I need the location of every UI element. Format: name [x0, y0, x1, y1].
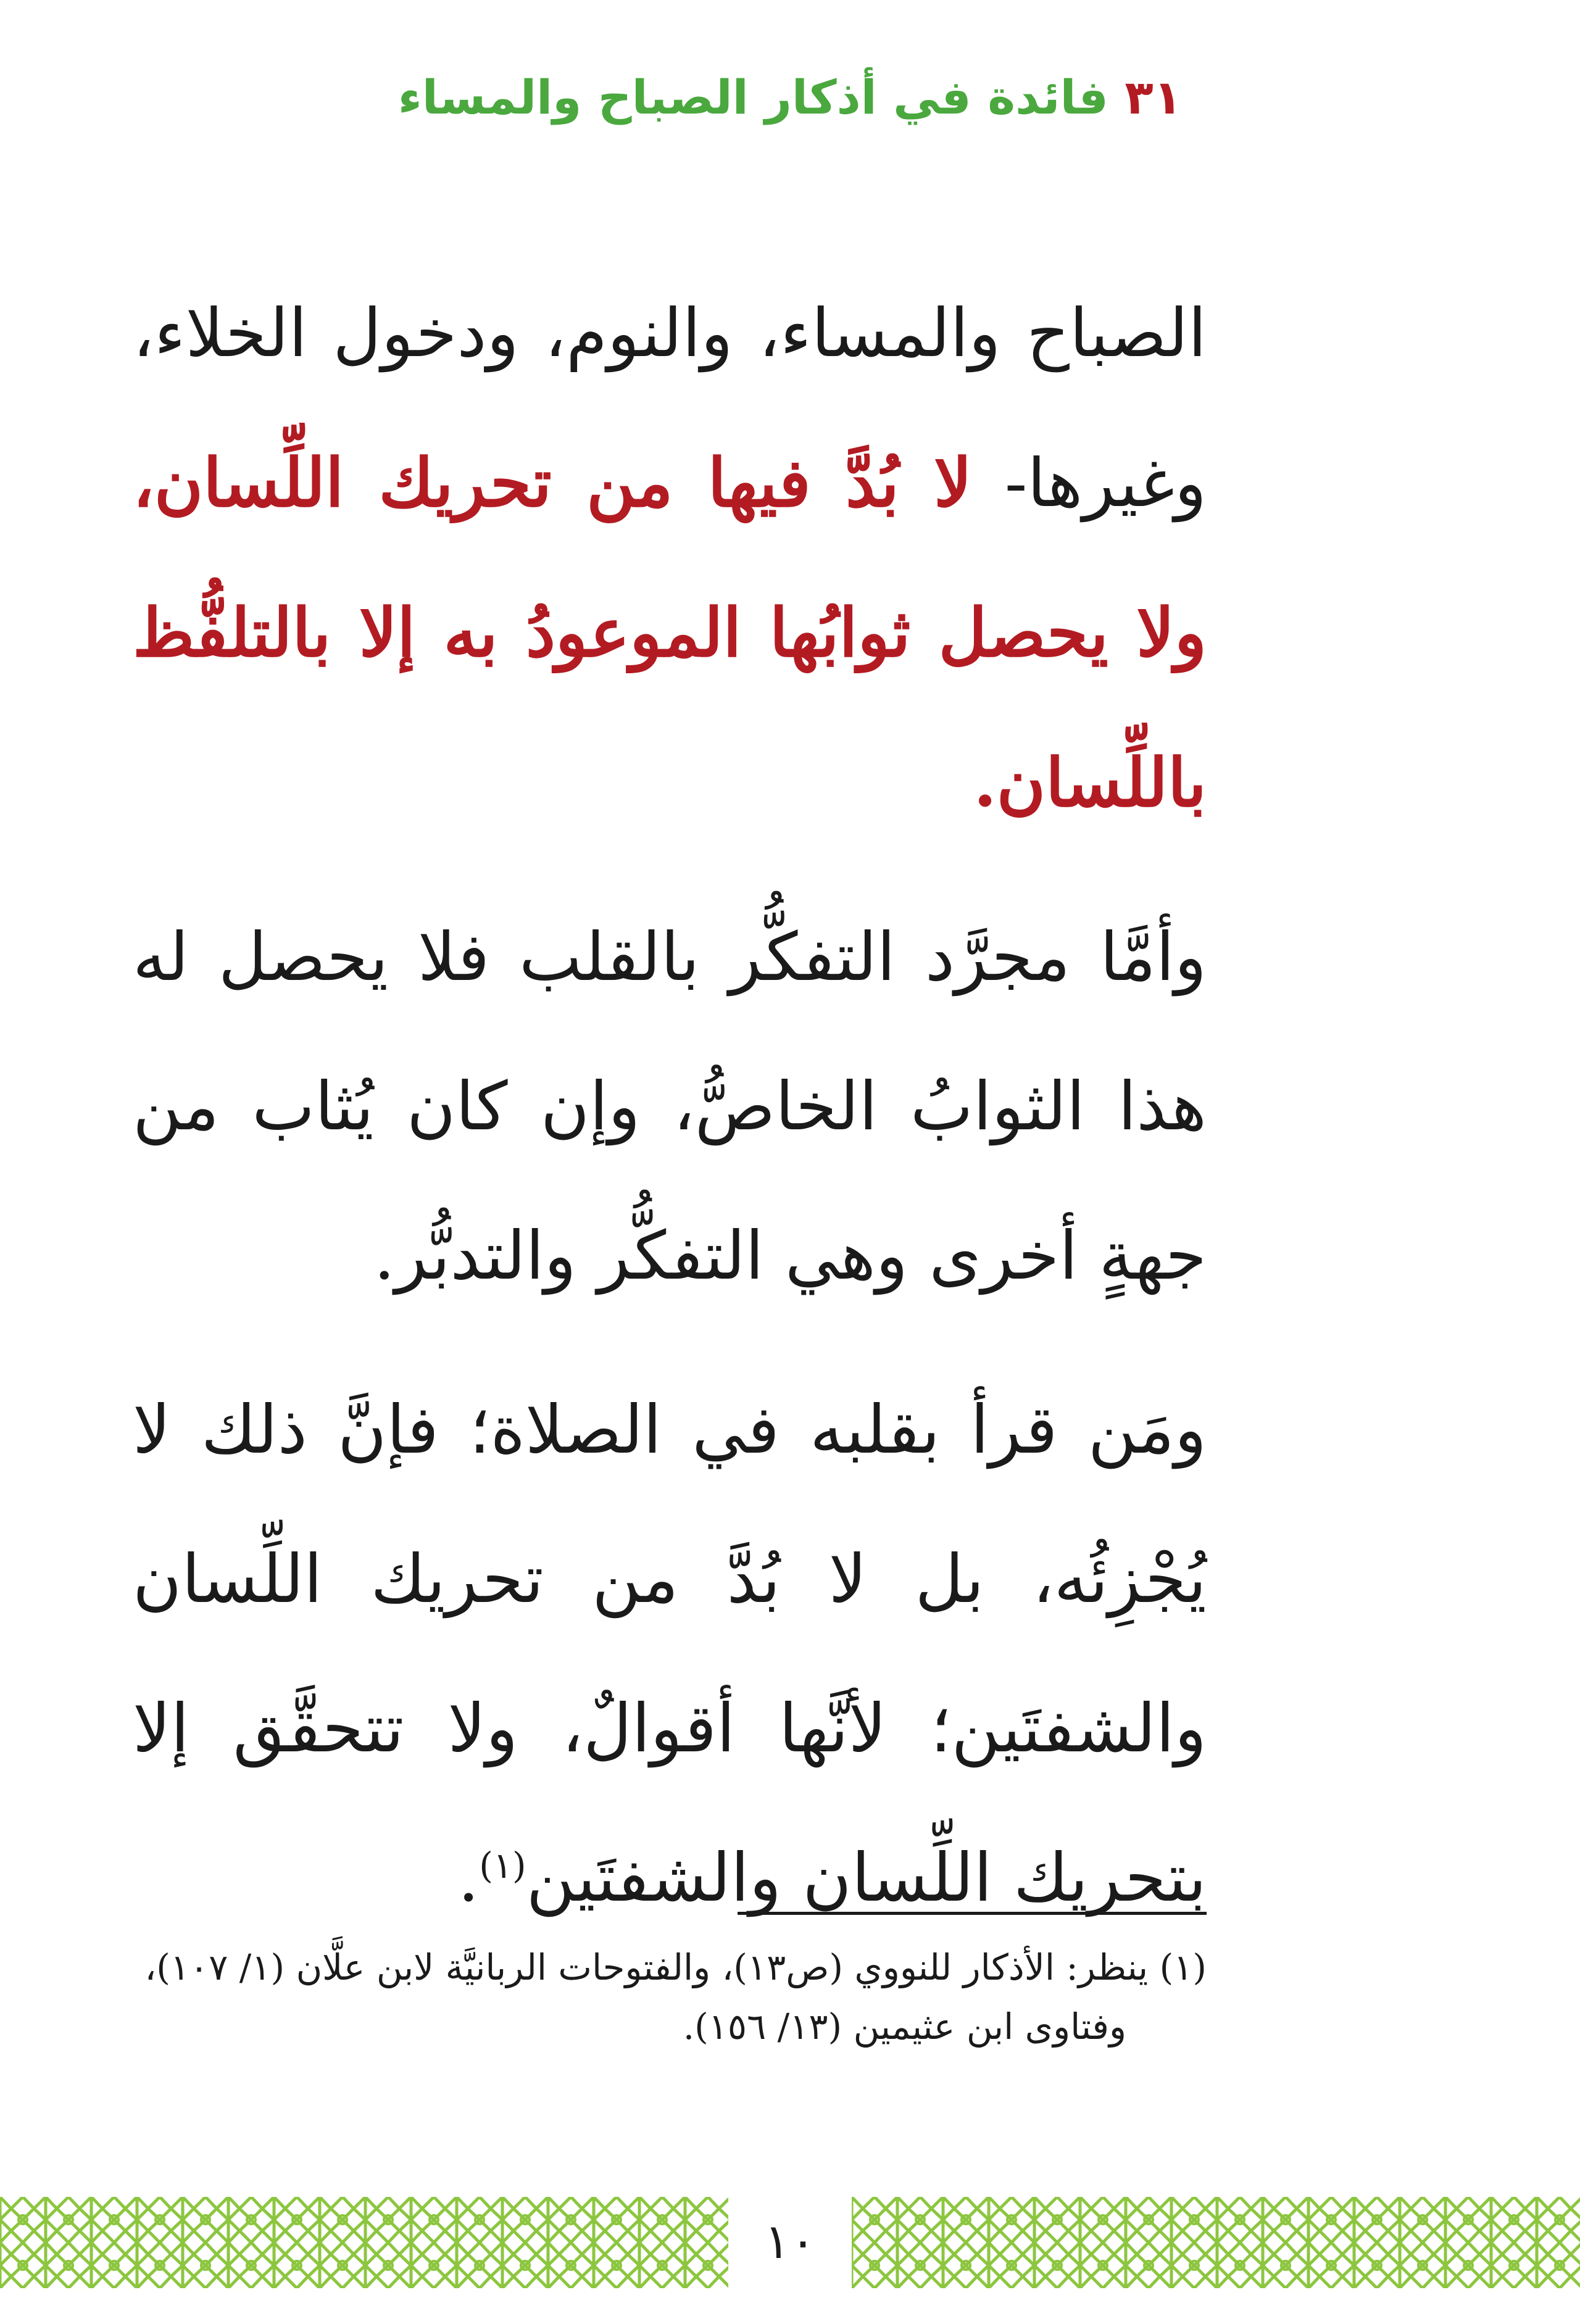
running-header — [0, 69, 1580, 125]
header-number: ٣١ — [1125, 70, 1183, 125]
paragraph-1-emphasis: لا بُدَّ فيها من تحريك اللِّسان، ولا يحصل ثوابُها الموعودُ به إلا بالتلفُّظ باللِّسان. — [133, 444, 1207, 822]
footnote-line-1: (١) ينظر: الأذكار للنووي (ص١٣)، والفتوحات الربانيَّة لابن علَّان (١/ ١٠٧)، — [144, 1946, 1207, 1988]
footnote-divider — [738, 1912, 1207, 1915]
footnote-reference: (١) — [479, 1845, 526, 1886]
paragraph-1 — [133, 259, 1207, 858]
paragraph-3 — [133, 1356, 1207, 1953]
ornament-pattern-right — [852, 2197, 1580, 2289]
footnote-line-2: وفتاوى ابن عثيمين (١٣/ ١٥٦). — [683, 2006, 1126, 2048]
paragraph-3-text: ومَن قرأ بقلبه في الصلاة؛ فإنَّ ذلك لا يُجْزِئُه، بل لا بُدَّ من تحريك اللِّسان والشفتَين؛ لأنَّها أقوالٌ، ولا تتحقَّق إلا بتحريك اللِّسان والشفتَين — [133, 1392, 1207, 1917]
footnote — [120, 1938, 1207, 2056]
main-text — [133, 259, 1207, 1978]
paragraph-3-end: . — [457, 1840, 480, 1917]
header-title: فائدة في أذكار الصباح والمساء — [397, 70, 1108, 125]
page-number: ١٠ — [764, 2214, 816, 2270]
paragraph-1-text: الصباح والمساء، والنوم، ودخول الخلاء، وغيرها- — [133, 295, 1207, 522]
paragraph-2: وأمَّا مجرَّد التفكُّر بالقلب فلا يحصل له هذا الثوابُ الخاصُّ، وإن كان يُثاب من جهةٍ أخرى وهي التفكُّر والتدبُّر. — [133, 919, 1207, 1295]
ornament-pattern-left — [0, 2197, 728, 2289]
